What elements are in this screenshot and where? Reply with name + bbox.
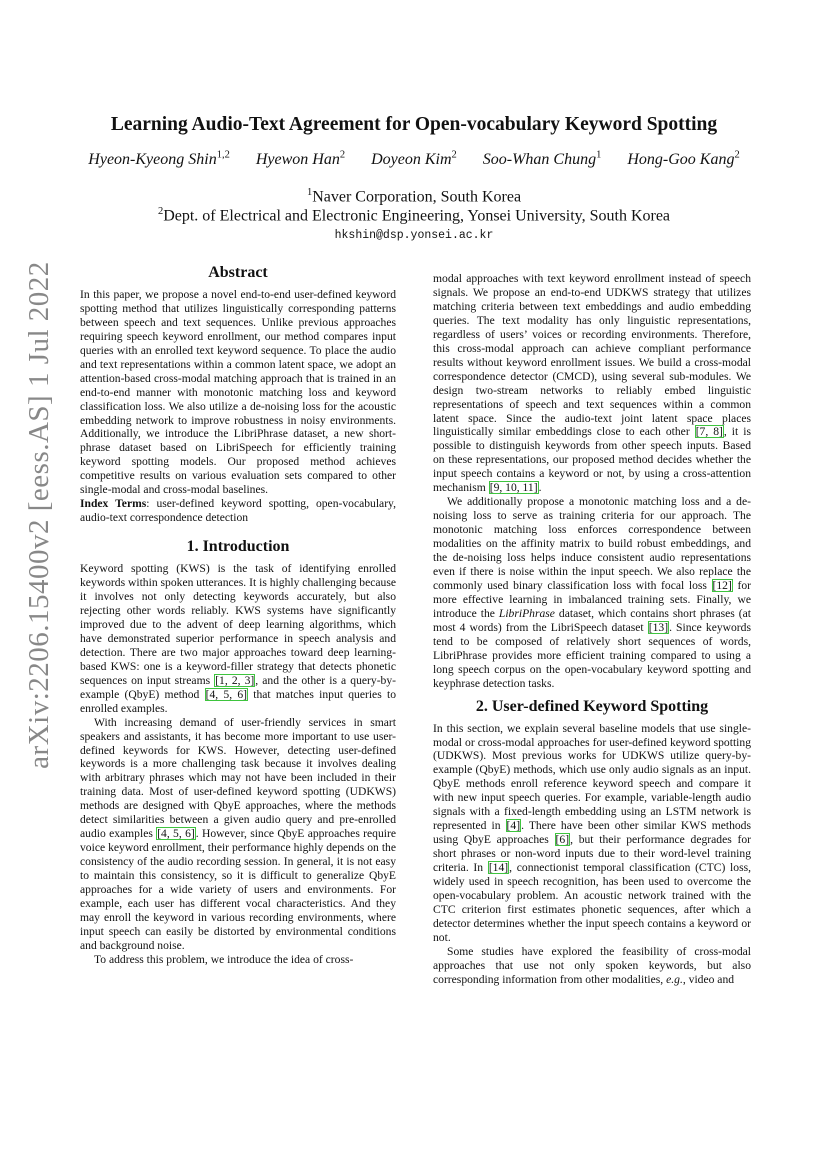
affiliation-1: $^1$Naver Corporation, South Korea — [306, 187, 522, 206]
section-1-heading: 1. Introduction — [186, 538, 290, 556]
citation-link[interactable]: [4, 5, 6] — [157, 827, 195, 841]
intro-paragraph-3: To address this problem, we introduce the idea of cross- — [94, 952, 354, 966]
citation-link[interactable]: [7, 8] — [695, 425, 723, 439]
citation-link[interactable]: [4, 5, 6] — [205, 687, 248, 701]
right-column — [433, 272, 751, 987]
citation-link[interactable]: [12] — [712, 578, 732, 592]
index-terms-text: : user-defined keyword spotting, open-vocabulary, audio-text correspondence detection — [80, 497, 397, 525]
paper-title: Learning Audio-Text Agreement for Open-vocabulary Keyword Spotting — [110, 114, 718, 135]
abstract-text: In this paper, we propose a novel end-to-end user-defined keyword spotting method that utilizes linguistically corresponding patterns between speech and text sequences. Unlike previous approaches requiring speech keyword enrollment, our method compares input queries with an enrolled text keyword sequence. To place the audio and text representations within a common latent space, we adopt an attention-based cross-modal matching approach that is trained in an end-to-end manner with monotonic matching loss and keyword classification loss. We also utilize a de-noising loss for the acoustic embedding network to improve robustness in noisy environments. Additionally, we introduce the LibriPhrase dataset, a new short-phrase dataset based on LibriSpeech for efficiently training keyword spotting models. Our proposed method achieves competitive results on various evaluation sets compared to other single-modal and cross-modal baselines. — [80, 287, 396, 497]
index-terms-label: Index Terms — [80, 497, 147, 511]
section-2-paragraph-1: In this section, we explain several baseline models that use single-modal or cross-modal approaches for user-defined keyword spotting (UDKWS). Most previous works for UDKWS utilize query-by-example (QbyE) methods, which use only audio signals as an input. QbyE methods enroll reference keyword speech and compare it with new input speech queries. For example, variable-length audio signals with a fixed-length embedding using an LSTM network is represented in [4]. There have been other similar KWS methods using QbyE approaches [6], but their performance degrades for short phrases or non-word inputs due to their word-level training criteria. In [14], connectionist temporal classification (CTC) loss, widely used in speech recognition, has been used to overcome the open-vocabulary problem. An acoustic network trained with the CTC criterion first estimates phonetic sequences, after which a detector determines whether the input speech contains a keyword or not. — [433, 721, 751, 944]
section-2-paragraph-2: Some studies have explored the feasibility of cross-modal approaches that use not only spoken keywords, but also corresponding information from other modalities, e.g., video and — [433, 944, 751, 986]
intro-paragraph-1: Keyword spotting (KWS) is the task of identifying enrolled keywords within spoken utterances. It is highly challenging because it involves not only detecting keywords accurately, but also rejecting other words reliably. KWS systems have significantly improved due to the advent of deep learning algorithms, which have demonstrated superior performance in speech analysis and detection. There are two major approaches toward deep learning-based KWS: one is a keyword-filler strategy that detects phonetic sequences on input streams [1, 2, 3], and the other is a query-by-example (QbyE) method [4, 5, 6] that matches input queries to enrolled examples. — [80, 562, 397, 715]
citation-link[interactable]: [1, 2, 3] — [215, 673, 255, 687]
author: Doyeon Kim$^2$ — [371, 150, 457, 169]
dataset-name: LibriPhrase — [498, 606, 555, 620]
author-email[interactable]: hkshin@dsp.yonsei.ac.kr — [334, 229, 494, 242]
left-column — [80, 266, 396, 967]
author: Hyeon-Kyeong Shin$^{1,2}$ — [88, 150, 230, 169]
citation-link[interactable]: [4] — [506, 819, 521, 833]
index-terms — [80, 497, 396, 525]
author: Hyewon Han$^2$ — [255, 150, 346, 169]
author: Soo-Whan Chung$^1$ — [482, 150, 602, 169]
affiliation-2: $^2$Dept. of Electrical and Electronic Engineering, Yonsei University, South Korea — [157, 206, 671, 225]
right-paragraph-1: modal approaches with text keyword enrollment instead of speech signals. We propose an end-to-end UDKWS strategy that utilizes matching criteria between text embeddings and audio embedding queries. The text modality has only linguistic representations, regardless of users’ voices or recording environments. Therefore, this cross-modal approach can achieve compliant performance results without keyword enrollment issues. We build a cross-modal correspondence detector (CMCD), using several sub-modules. We design two-stream networks to reliably embed linguistic representations of speech and text sequences within a common latent space. Since the audio-text joint latent space places linguistically similar embeddings close to each other [7, 8], it is possible to distinguish keywords from other speech inputs. Based on these representations, our proposed method decides whether the input speech contains a keyword or not, by using a cross-attention mechanism [9, 10, 11]. — [433, 272, 751, 495]
citation-link[interactable]: [6] — [555, 833, 570, 847]
section-2-heading: 2. User-defined Keyword Spotting — [475, 697, 709, 715]
intro-paragraph-2: With increasing demand of user-friendly services in smart speakers and assistants, it has become more important to use user-defined keywords for KWS. However, detecting user-defined keywords is a more challenging task because it involves dealing with arbitrary phrases which may not have been included in their training data. Most of user-defined keyword spotting (UDKWS) methods are designed with QbyE approaches, where the methods detect similarities between a given audio query and pre-enrolled audio examples [4, 5, 6]. However, since QbyE approaches require voice keyword enrollment, their performance highly depends on the consistency of the audio recording session. In general, it is not easy to maintain this consistency, so it is difficult to generalize QbyE approaches for a wide variety of users and environments. For example, each user has different vocal characteristics. And they may enroll the keyword in various recording environments, where input speech can easily be distorted by environmental conditions and background noise. — [80, 715, 396, 952]
citation-link[interactable]: [14] — [488, 861, 509, 875]
abstract-heading: Abstract — [208, 264, 268, 281]
author-list — [0, 150, 828, 169]
citation-link[interactable]: [9, 10, 11] — [489, 481, 538, 495]
citation-link[interactable]: [13] — [648, 620, 669, 634]
right-paragraph-2: We additionally propose a monotonic matching loss and a de-noising loss to serve as training criteria for our approach. The monotonic matching loss enforces correspondence between modalities on the affinity matrix to build robust embeddings, and the de-noising loss helps induce consistent audio representations even if there is noise within the input speech. We also replace the commonly used binary classification loss with focal loss [12] for more effective learning in imbalanced training sets. Finally, we introduce the LibriPhrase dataset, which contains short phrases (at most 4 words) from the LibriSpeech dataset [13]. Since keywords tend to be composed of relatively short sequences of words, LibriPhrase provides more efficient training compared to using a long speech corpus on the open-vocabulary keyword spotting and keyphrase detection tasks. — [433, 495, 751, 690]
arxiv-identifier[interactable]: arXiv:2206.15400v2 [eess.AS] 1 Jul 2022 — [23, 261, 55, 769]
author: Hong-Goo Kang$^2$ — [627, 150, 740, 169]
